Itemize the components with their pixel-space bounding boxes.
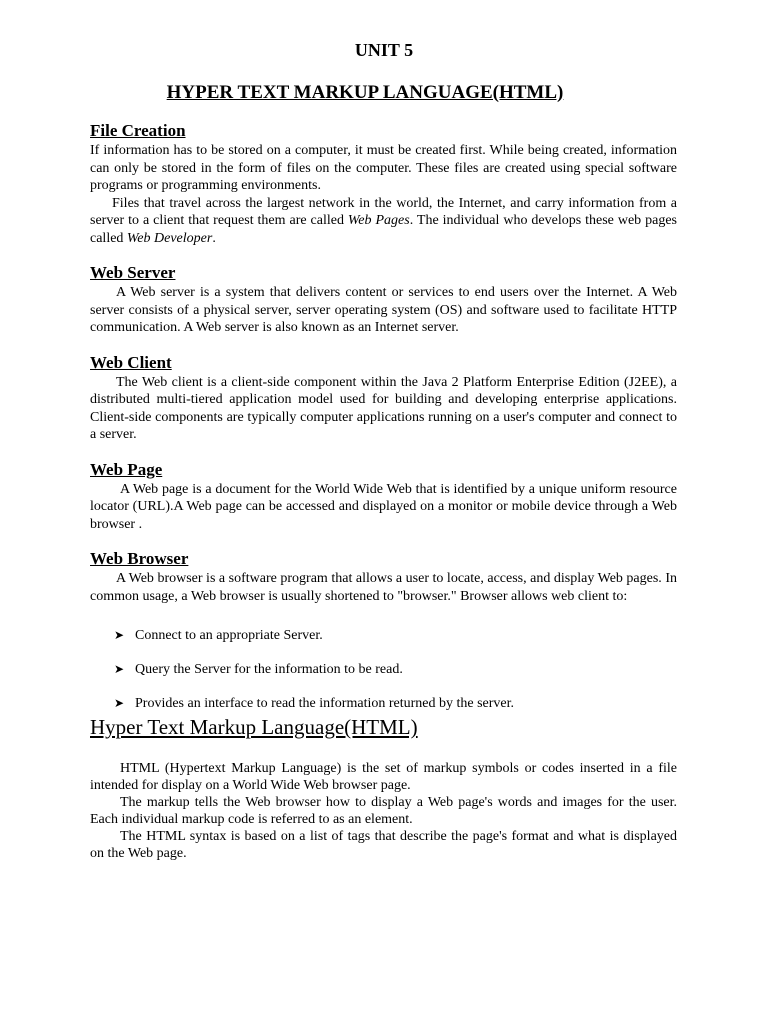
spacer [90, 337, 677, 352]
arrowhead-bullet-icon: ➤ [114, 628, 125, 642]
heading-web-page: Web Page [90, 459, 163, 479]
spacer [90, 247, 677, 262]
bullet-text: Connect to an appropriate Server. [135, 628, 323, 643]
term-web-developer: Web Developer [126, 230, 213, 246]
bullet-text: Provides an interface to read the information returned by the server. [135, 696, 515, 711]
web-browser-bullet-list [90, 627, 677, 712]
file-creation-paragraph-1: If information has to be stored on a computer, it must be created first. While being created, information can only be stored in the form of files on the computer. These files are created using special software programs or programming environments. [90, 143, 677, 193]
file-creation-text-a: Files that travel across the largest network in the world, the Internet, and carry information from a server to a client that request them are called [90, 195, 677, 228]
spacer [90, 740, 677, 760]
heading-web-browser: Web Browser [90, 549, 189, 568]
file-creation-text-b: . The individual who develops these web pages called [90, 213, 677, 246]
unit-label: UNIT 5 [354, 40, 414, 60]
bullet-text: Query the Server for the information to be read. [135, 662, 403, 677]
heading-web-server: Web Server [90, 263, 176, 282]
web-browser-paragraph: A Web browser is a software program that allows a user to locate, access, and display Web pages. In common usage, a Web browser is usually shortened to "browser." Browser allows web client to: [90, 571, 677, 604]
file-creation-text-c: . [212, 230, 216, 246]
spacer [90, 444, 677, 459]
heading-file-creation: File Creation [90, 121, 186, 140]
arrowhead-bullet-icon: ➤ [114, 662, 125, 676]
html-paragraph-2: The markup tells the Web browser how to display a Web page's words and images for the user. Each individual markup code is referred to as an element. [90, 795, 677, 827]
section-web-page [90, 459, 677, 534]
main-title [0, 82, 730, 104]
list-item [90, 627, 677, 644]
spacer [90, 533, 677, 548]
main-title-text: HYPER TEXT MARKUP LANGUAGE(HTML) [166, 82, 564, 103]
section-web-browser [90, 548, 677, 712]
list-item [90, 695, 677, 712]
list-item [90, 661, 677, 678]
file-creation-paragraph-2 [90, 195, 677, 248]
html-paragraph-3: The HTML syntax is based on a list of tags that describe the page's format and what is displayed on the Web page. [90, 829, 677, 861]
html-paragraph-1: HTML (Hypertext Markup Language) is the set of markup symbols or codes inserted in a file intended for display on a World Wide Web browser page. [90, 761, 677, 793]
web-server-paragraph: A Web server is a system that delivers content or services to end users over the Internet. A Web server consists of a physical server, server operating system (OS) and software used to facilitate HTTP communication. A Web server is also known as an Internet server. [90, 285, 677, 335]
heading-html: Hyper Text Markup Language(HTML) [90, 715, 418, 739]
section-file-creation [90, 120, 677, 247]
arrowhead-bullet-icon: ➤ [114, 696, 125, 710]
heading-web-client: Web Client [90, 352, 172, 372]
web-client-paragraph: The Web client is a client-side component within the Java 2 Platform Enterprise Edition (J2EE), a distributed multi-tiered application model used for building and developing enterprise applications. Client-side components are typically computer applications running on a user's computer and connect to a server. [90, 374, 677, 442]
document-body [90, 120, 677, 862]
web-page-paragraph: A Web page is a document for the World Wide Web that is identified by a unique uniform resource locator (URL).A Web page can be accessed and displayed on a monitor or mobile device through a Web browser . [90, 481, 677, 532]
section-web-server [90, 262, 677, 337]
term-web-pages: Web Pages [347, 213, 410, 228]
section-html [90, 714, 677, 862]
section-web-client [90, 352, 677, 444]
